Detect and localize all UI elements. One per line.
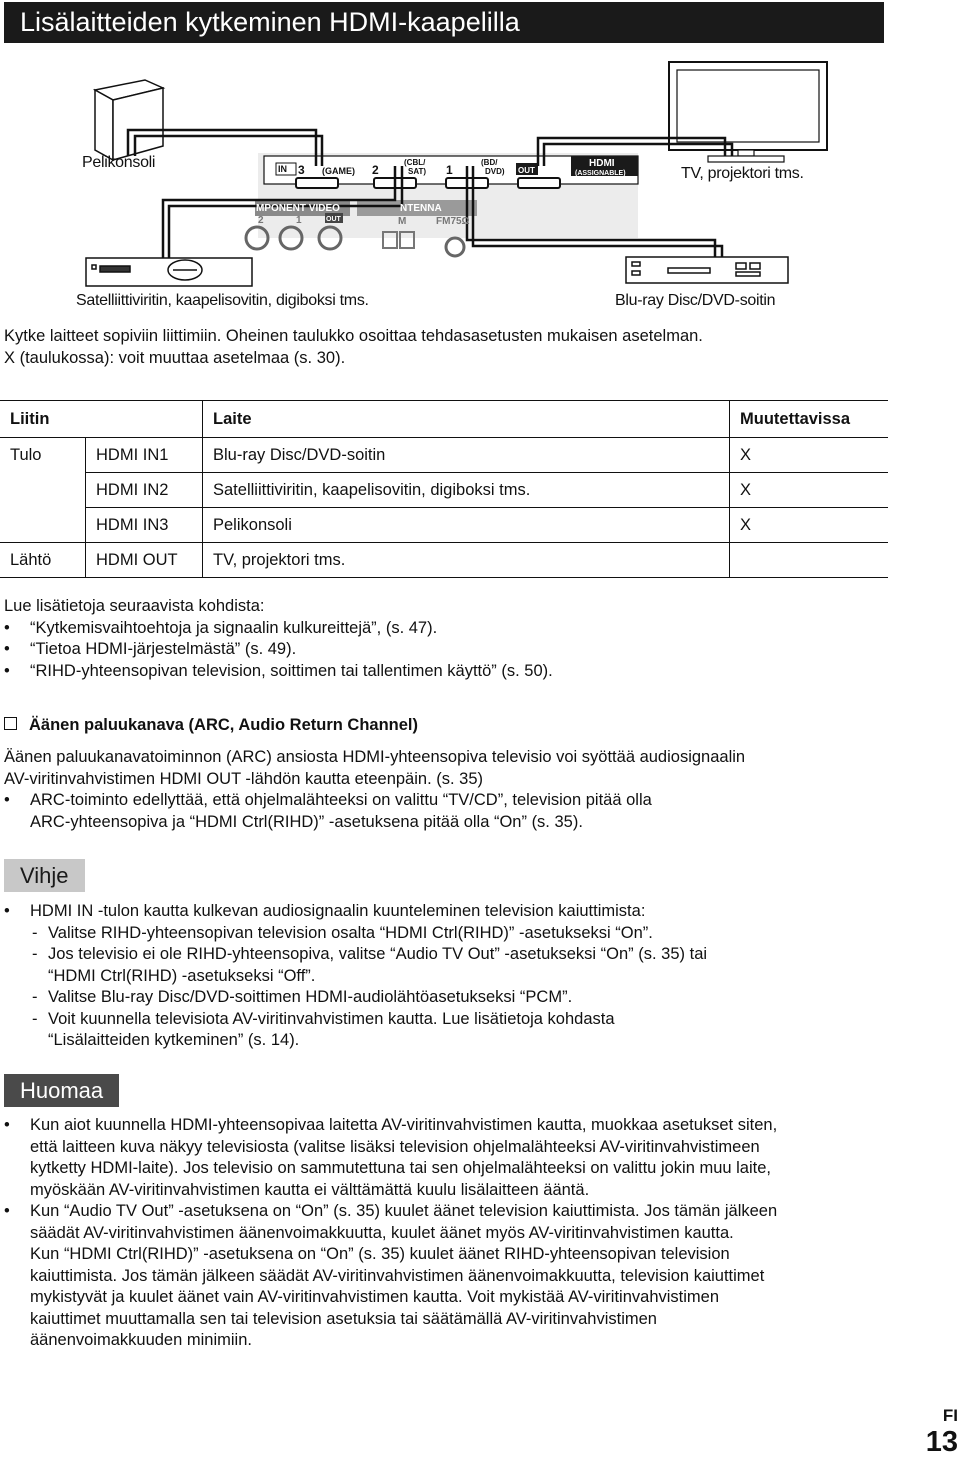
- panel-game: (GAME): [322, 166, 355, 176]
- arc-heading-text: Äänen paluukanava (ARC, Audio Return Channel): [29, 716, 419, 734]
- arc-paragraph-line: AV-viritinvahvistimen HDMI OUT -lähdön kautta eteenpäin. (s. 35): [4, 769, 484, 788]
- table-cell: X: [730, 508, 889, 543]
- list-item: • “RIHD-yhteensopivan television, soittimen tai tallentimen käyttö” (s. 50).: [4, 661, 904, 683]
- table-cell: Tulo: [10, 445, 42, 464]
- label-bluray: Blu-ray Disc/DVD-soitin: [615, 292, 776, 309]
- tip-label: Vihje: [4, 859, 85, 892]
- panel-out: OUT: [518, 166, 535, 175]
- more-info: [4, 596, 904, 682]
- satellite-receiver-illustration: [86, 258, 252, 286]
- arc-text: [4, 747, 954, 833]
- list-item-continuation: että laitteen kuva näkyy televisiosta (valitse lisäksi television ohjelmalähteeksi AV-viritinvahvistimeen: [30, 1137, 760, 1156]
- checkbox-square-icon: [4, 717, 17, 730]
- label-satellite: Satelliittiviritin, kaapelisovitin, digiboksi tms.: [76, 292, 369, 309]
- list-item: • HDMI IN -tulon kautta kulkevan audiosignaalin kuunteleminen television kaiuttimista:: [4, 901, 954, 923]
- connection-illustration: [0, 60, 960, 320]
- dash-item-continuation: “Lisälaitteiden kytkeminen” (s. 14).: [48, 1031, 300, 1049]
- list-item: • Kun aiot kuunnella HDMI-yhteensopivaa laitetta AV-viritinvahvistimen kautta, muokkaa asetukset siten,: [4, 1115, 959, 1137]
- dash-item: - Valitse Blu-ray Disc/DVD-soittimen HDMI-audiolähtöasetukseksi “PCM”.: [4, 987, 954, 1009]
- table-cell: Lähtö: [0, 543, 86, 578]
- table-cell: X: [730, 438, 889, 473]
- table-header-device: Laite: [203, 401, 730, 438]
- table-header-changeable: Muutettavissa: [730, 401, 889, 438]
- table-cell: Pelikonsoli: [203, 508, 730, 543]
- panel-in2: 2: [372, 163, 379, 177]
- intro-text: [4, 326, 703, 369]
- page-number-block: [926, 1406, 958, 1458]
- page-number: 13: [925, 1426, 958, 1458]
- list-item-continuation: säädät AV-viritinvahvistimen äänenvoimakkuutta, kuulet äänet myös AV-viritinvahvistimen kautta.: [30, 1223, 734, 1242]
- dash-item: - Valitse RIHD-yhteensopivan television osalta “HDMI Ctrl(RIHD)” -asetukseksi “On”.: [4, 923, 954, 945]
- list-item: • “Kytkemisvaihtoehtoja ja signaalin kulkureittejä”, (s. 47).: [4, 618, 904, 640]
- list-item: • “Tietoa HDMI-järjestelmästä” (s. 49).: [4, 639, 904, 661]
- dash-item-continuation: “HDMI Ctrl(RIHD) -asetukseksi “Off”.: [48, 966, 316, 985]
- list-item-continuation: ARC-yhteensopiva ja “HDMI Ctrl(RIHD)” -asetuksena pitää olla “On” (s. 35).: [30, 812, 583, 831]
- list-item: • Kun “Audio TV Out” -asetuksena on “On” (s. 35) kuulet äänet television kaiuttimista. Jos tämän jälkeen: [4, 1201, 959, 1223]
- list-item-continuation: myöskään AV-viritinvahvistimen kautta ei välttämättä kuulu lisälaitteen ääntä.: [30, 1180, 590, 1199]
- panel-cbl: (CBL/: [404, 158, 426, 167]
- table-cell: Satelliittiviritin, kaapelisovitin, digiboksi tms.: [203, 473, 730, 508]
- label-game-console: Pelikonsoli: [82, 154, 156, 171]
- table-header-connector: Liitin: [0, 401, 203, 438]
- list-item-continuation: Kun “HDMI Ctrl(RIHD)” -asetuksena on “On” (s. 35) kuulet äänet RIHD-yhteensopivan television: [30, 1245, 730, 1263]
- panel-in1: 1: [446, 163, 453, 177]
- list-item: • ARC-toiminto edellyttää, että ohjelmalähteeksi on valittu “TV/CD”, television pitää olla: [4, 790, 954, 812]
- intro-line: Kytke laitteet sopiviin liittimiin. Oheinen taulukko osoittaa tehdasasetusten mukaisen asetelman.: [4, 327, 703, 345]
- arc-heading: [4, 716, 418, 735]
- table-cell: HDMI IN2: [86, 473, 203, 508]
- tv-illustration: [669, 62, 827, 162]
- list-item-continuation: kaiuttimista. Jos tämän jälkeen säädät AV-viritinvahvistimen äänenvoimakkuutta, television kaiuttimet: [30, 1266, 765, 1285]
- table-cell: [0, 473, 86, 508]
- table-row: [0, 543, 888, 578]
- panel-dvd: DVD): [485, 167, 505, 176]
- panel-in3: 3: [298, 163, 305, 177]
- bluray-player-illustration: [626, 257, 788, 283]
- table-cell: HDMI IN1: [86, 438, 203, 473]
- more-info-intro: Lue lisätietoja seuraavista kohdista:: [4, 597, 265, 615]
- table-cell: [730, 543, 889, 578]
- tip-text: [4, 901, 954, 1052]
- arc-paragraph-line: Äänen paluukanavatoiminnon (ARC) ansiosta HDMI-yhteensopiva televisio voi syöttää audiosignaalin: [4, 748, 746, 766]
- label-tv: TV, projektori tms.: [681, 165, 804, 182]
- dash-item: - Jos televisio ei ole RIHD-yhteensopiva, valitse “Audio TV Out” -asetukseksi “On” (s. 35) tai: [4, 944, 954, 966]
- panel-hdmi: HDMI: [589, 158, 615, 169]
- panel-sat: SAT): [408, 167, 427, 176]
- table-row: [0, 438, 888, 473]
- panel-component: MPONENT VIDEO: [256, 203, 340, 214]
- list-item-continuation: kytketty HDMI-laite). Jos televisio on sammutettuna tai sen ohjelmalähteeksi on valittu jokin muu laite,: [30, 1159, 771, 1177]
- panel-comp-out: OUT: [326, 216, 341, 223]
- page-title: Lisälaitteiden kytkeminen HDMI-kaapelilla: [20, 7, 520, 37]
- table-cell: [0, 508, 86, 543]
- table-cell: Blu-ray Disc/DVD-soitin: [203, 438, 730, 473]
- panel-in-label: IN: [278, 164, 287, 174]
- panel-assignable: (ASSIGNABLE): [575, 170, 626, 177]
- table-row: [0, 508, 888, 543]
- panel-comp2: 2: [258, 215, 264, 226]
- note-text: [4, 1115, 959, 1352]
- page-title-bar: [4, 2, 884, 43]
- connection-diagram: [0, 60, 960, 320]
- list-item-continuation: äänenvoimakkuuden minimiin.: [30, 1331, 252, 1349]
- table-cell: X: [730, 473, 889, 508]
- table-header-row: [0, 401, 888, 438]
- panel-fm: FM75Ω: [436, 216, 470, 227]
- panel-bd: (BD/: [481, 158, 498, 167]
- list-item-continuation: kaiuttimet muuttamalla sen tai television asetuksia tai säätämällä AV-viritinvahvistimen: [30, 1309, 657, 1328]
- table-cell: HDMI IN3: [86, 508, 203, 543]
- table-row: [0, 473, 888, 508]
- connection-table: [0, 400, 888, 578]
- dash-item: - Voit kuunnella televisiota AV-viritinvahvistimen kautta. Lue lisätietoja kohdasta: [4, 1009, 954, 1031]
- table-cell: HDMI OUT: [86, 543, 203, 578]
- panel-antenna: NTENNA: [400, 203, 442, 214]
- table-cell: TV, projektori tms.: [203, 543, 730, 578]
- panel-comp1: 1: [296, 215, 302, 226]
- note-label: Huomaa: [4, 1074, 119, 1107]
- intro-line: X (taulukossa): voit muuttaa asetelmaa (s. 30).: [4, 348, 346, 367]
- panel-am: M: [398, 216, 407, 227]
- page-language: FI: [942, 1406, 958, 1425]
- list-item-continuation: mykistyvät ja kuulet äänet vain AV-viritinvahvistimen kautta. Voit mykistää AV-viritinvahvistimen: [30, 1288, 720, 1306]
